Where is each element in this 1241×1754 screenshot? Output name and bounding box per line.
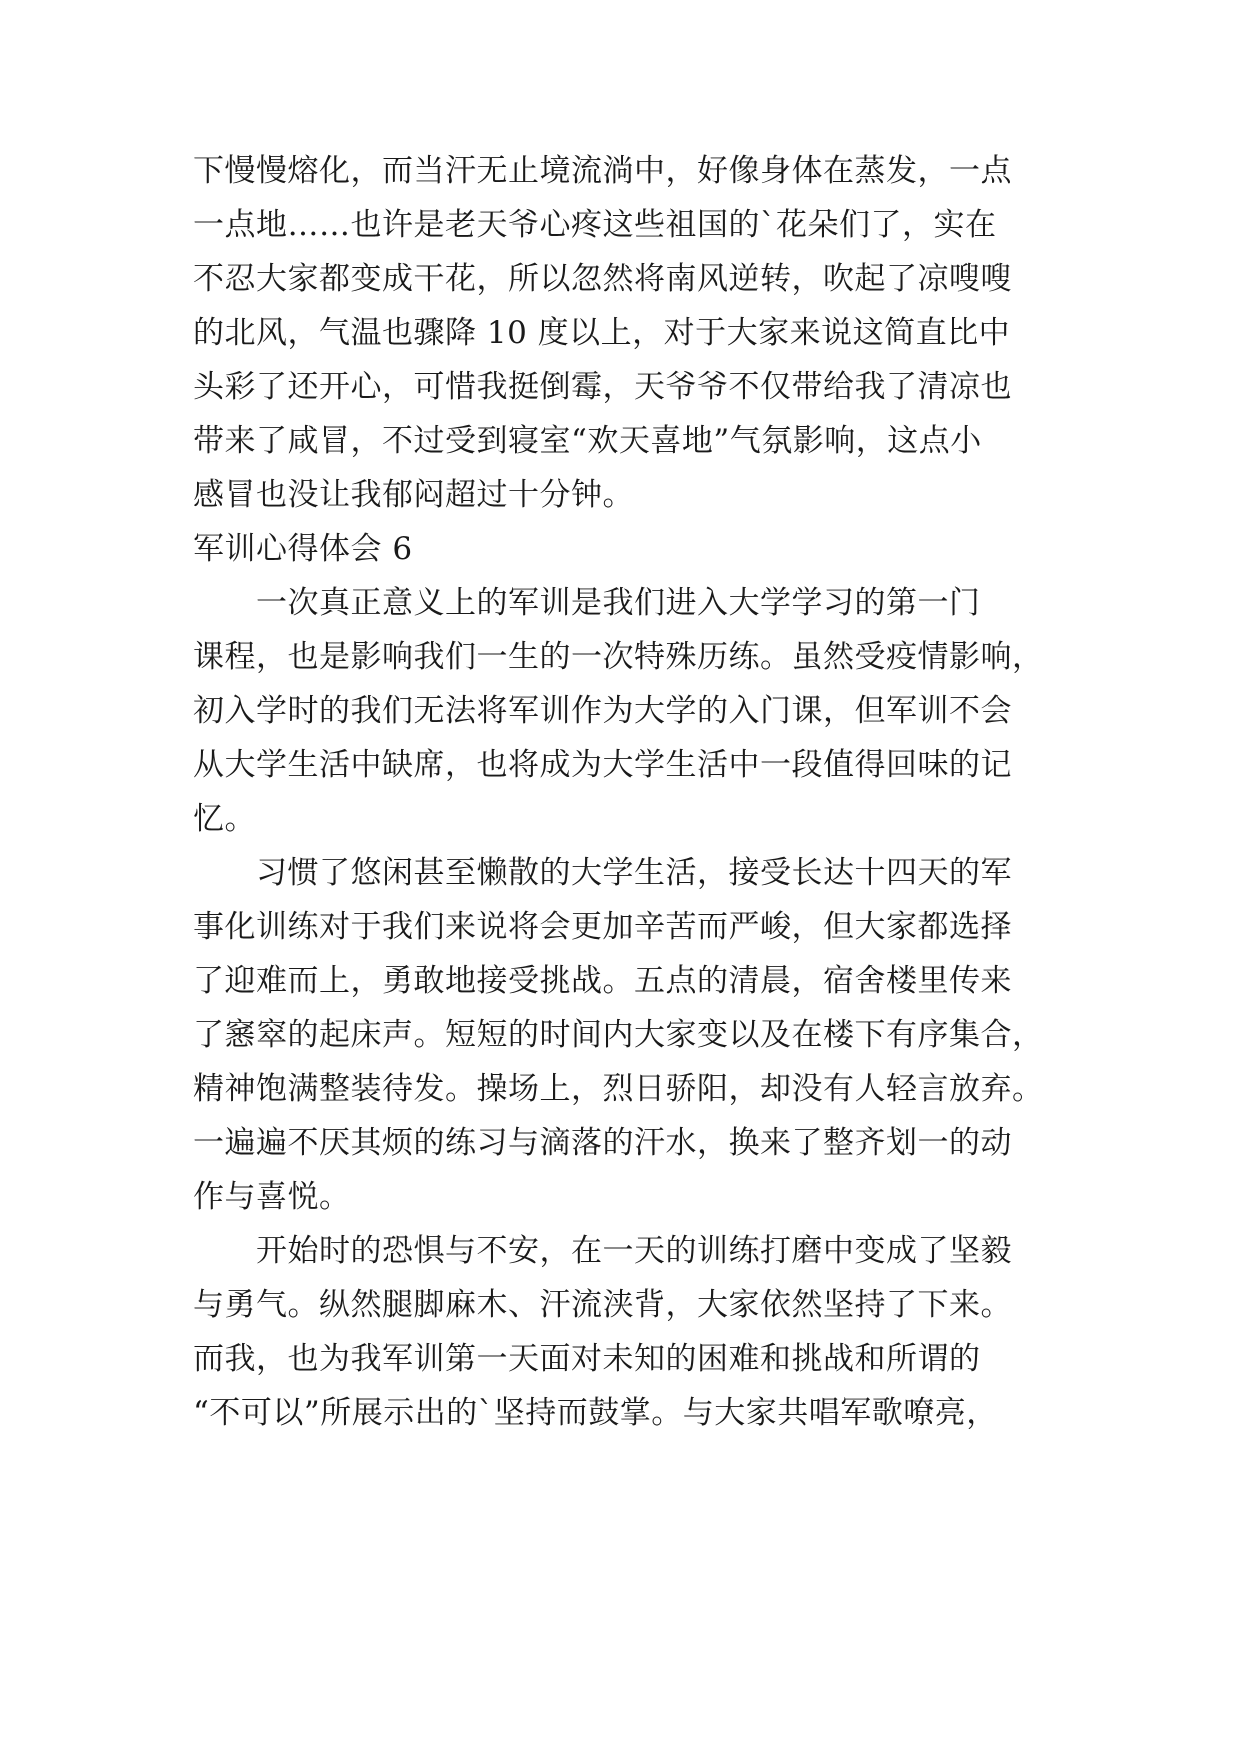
body-text-line: 而我，也为我军训第一天面对未知的困难和挑战和所谓的 (193, 1341, 981, 1377)
section-heading: 军训心得体会 6 (193, 531, 413, 567)
body-text-line: 忆。 (193, 801, 256, 837)
body-text-line: 了迎难而上，勇敢地接受挑战。五点的清晨，宿舍楼里传来 (193, 963, 1012, 999)
body-text-line: 感冒也没让我郁闷超过十分钟。 (193, 477, 634, 513)
body-text-line: 的北风，气温也骤降 10 度以上，对于大家来说这简直比中 (193, 315, 1011, 351)
body-text-line: 了窸窣的起床声。短短的时间内大家变以及在楼下有序集合， (193, 1017, 1044, 1053)
body-text-line: 精神饱满整装待发。操场上，烈日骄阳，却没有人轻言放弃。 (193, 1071, 1044, 1107)
body-text-line: 作与喜悦。 (193, 1179, 351, 1215)
body-text-line: 带来了咸冒，不过受到寝室“欢天喜地”气氛影响，这点小 (193, 423, 982, 459)
body-text-line: 初入学时的我们无法将军训作为大学的入门课，但军训不会 (193, 693, 1012, 729)
body-text-line: 一点地……也许是老天爷心疼这些祖国的`花朵们了，实在 (193, 207, 997, 243)
body-text-line: 课程，也是影响我们一生的一次特殊历练。虽然受疫情影响， (193, 639, 1044, 675)
body-text-line: 从大学生活中缺席，也将成为大学生活中一段值得回味的记 (193, 747, 1012, 783)
body-text-line: 事化训练对于我们来说将会更加辛苦而严峻，但大家都选择 (193, 909, 1012, 945)
body-text-line: 下慢慢熔化，而当汗无止境流淌中，好像身体在蒸发，一点 (193, 153, 1012, 189)
body-text-line: “不可以”所展示出的`坚持而鼓掌。与大家共唱军歌嘹亮， (193, 1395, 998, 1431)
body-text-line: 头彩了还开心，可惜我挺倒霉，天爷爷不仅带给我了清凉也 (193, 369, 1012, 405)
body-text-line: 与勇气。纵然腿脚麻木、汗流浃背，大家依然坚持了下来。 (193, 1287, 1012, 1323)
body-text-line: 一次真正意义上的军训是我们进入大学学习的第一门 (256, 585, 981, 621)
body-text-line: 开始时的恐惧与不安，在一天的训练打磨中变成了坚毅 (256, 1233, 1012, 1269)
body-text-line: 一遍遍不厌其烦的练习与滴落的汗水，换来了整齐划一的动 (193, 1125, 1012, 1161)
body-text-line: 习惯了悠闲甚至懒散的大学生活，接受长达十四天的军 (256, 855, 1012, 891)
body-text-line: 不忍大家都变成干花，所以忽然将南风逆转，吹起了凉嗖嗖 (193, 261, 1012, 297)
